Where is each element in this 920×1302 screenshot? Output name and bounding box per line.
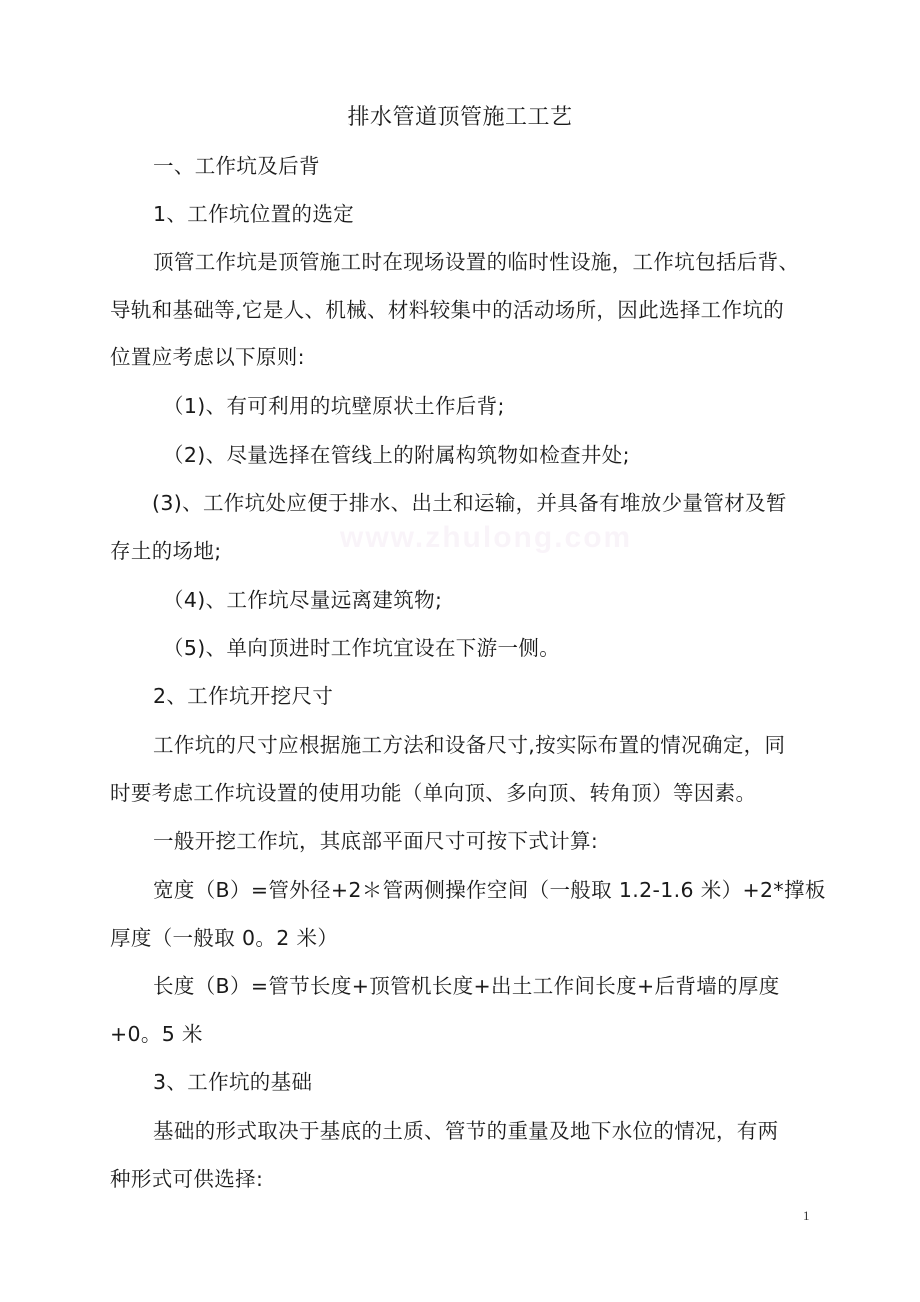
list-item-4: （4)、工作坑尽量远离建筑物; — [163, 588, 443, 612]
document-title: 排水管道顶管施工工艺 — [347, 105, 573, 130]
formula-width-line-continued: 厚度（一般取 0。2 米） — [110, 926, 339, 950]
paragraph-line: 工作坑的尺寸应根据施工方法和设备尺寸,按实际布置的情况确定，同 — [153, 733, 786, 757]
formula-length-line-continued: +0。5 米 — [110, 1022, 203, 1046]
paragraph-line: 种形式可供选择: — [110, 1167, 264, 1191]
formula-width-line: 宽度（B）=管外径+2＊管两侧操作空间（一般取 1.2-1.6 米）+2*撑板 — [153, 878, 826, 902]
subsection-heading-1-1: 1、工作坑位置的选定 — [153, 202, 355, 226]
section-heading-1: 一、工作坑及后背 — [153, 154, 320, 178]
paragraph-line: 一般开挖工作坑，其底部平面尺寸可按下式计算: — [153, 829, 599, 853]
paragraph-line: 基础的形式取决于基底的土质、管节的重量及地下水位的情况，有两 — [153, 1119, 779, 1143]
list-item-1: （1)、有可利用的坑壁原状土作后背; — [163, 394, 505, 418]
list-item-3: (3)、工作坑处应便于排水、出土和运输，并具备有堆放少量管材及暂 — [152, 491, 787, 515]
watermark: www.zhulong.com — [340, 521, 633, 554]
page-number: 1 — [803, 1208, 810, 1223]
paragraph-line: 顶管工作坑是顶管施工时在现场设置的临时性设施，工作坑包括后背、 — [153, 250, 800, 274]
paragraph-line: 位置应考虑以下原则: — [110, 345, 305, 369]
list-item-2: （2)、尽量选择在管线上的附属构筑物如检查井处; — [163, 443, 630, 467]
list-item-3-continued: 存土的场地; — [110, 539, 222, 563]
formula-length-line: 长度（B）=管节长度+顶管机长度+出土工作间长度+后背墙的厚度 — [153, 974, 780, 998]
paragraph-line: 导轨和基础等,它是人、机械、材料较集中的活动场所，因此选择工作坑的 — [110, 298, 785, 322]
subsection-heading-1-2: 2、工作坑开挖尺寸 — [153, 684, 334, 708]
subsection-heading-1-3: 3、工作坑的基础 — [153, 1070, 313, 1094]
paragraph-line: 时要考虑工作坑设置的使用功能（单向顶、多向顶、转角顶）等因素。 — [110, 781, 757, 805]
list-item-5: （5)、单向顶进时工作坑宜设在下游一侧。 — [163, 636, 561, 660]
